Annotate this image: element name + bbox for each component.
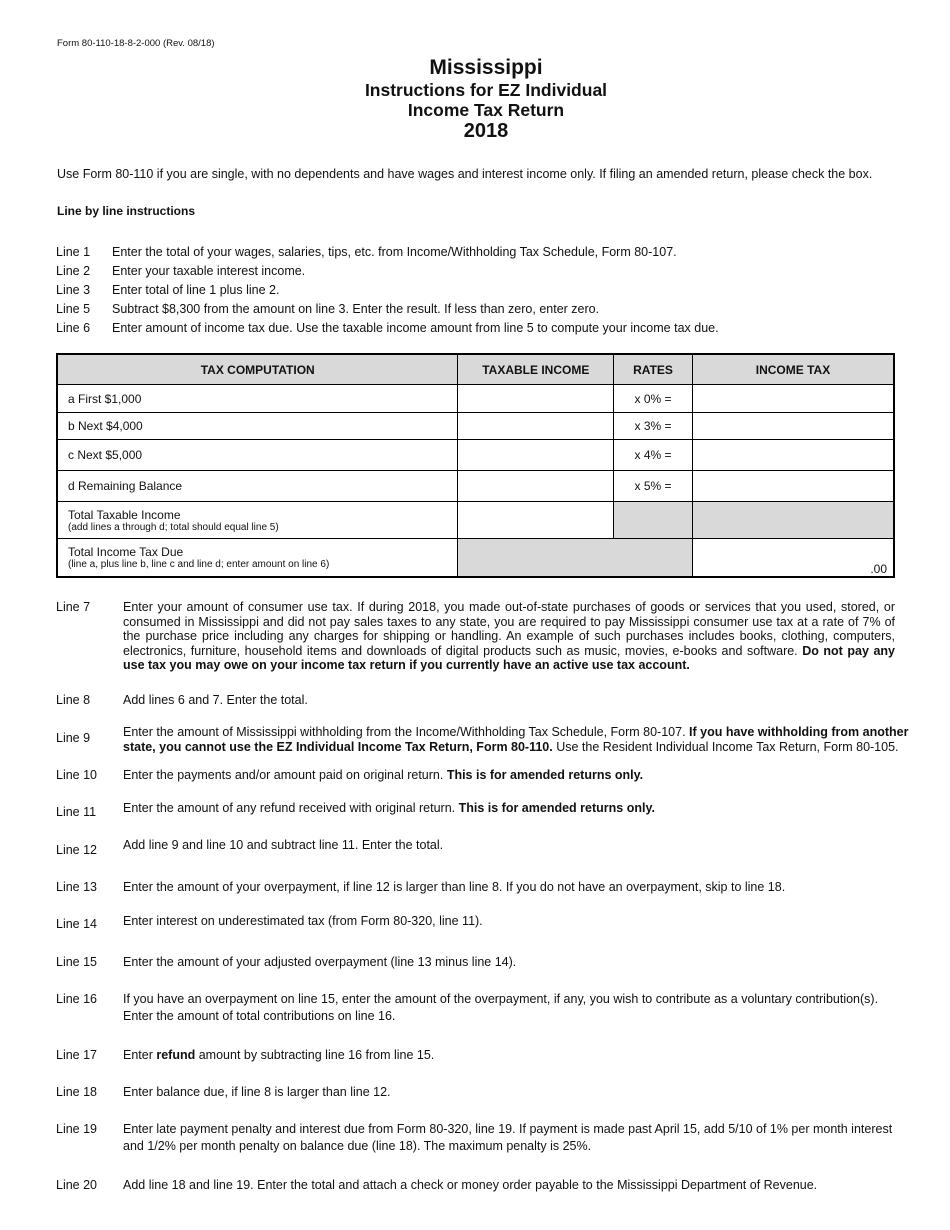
line-text: Enter amount of income tax due. Use the taxable income amount from line 5 to compute your income tax due. — [112, 321, 719, 335]
line-number: Line 12 — [56, 843, 98, 857]
line-text: Add line 9 and line 10 and subtract line 11. Enter the total. — [123, 838, 444, 852]
line-text-bold: This is for amended returns only. — [458, 801, 655, 815]
header-tax-computation: TAX COMPUTATION — [57, 354, 458, 385]
line-text: Enter the amount of your overpayment, if line 12 is larger than line 8. If you do not have an overpayment, skip to line 18. — [123, 880, 786, 894]
row-label: a First $1,000 — [57, 385, 458, 413]
line-number: Line 20 — [56, 1178, 98, 1192]
line-text — [123, 1048, 909, 1063]
line-number: Line 5 — [56, 302, 91, 316]
line-text — [123, 768, 909, 783]
header-rates: RATES — [614, 354, 693, 385]
line-text-plain: amount by subtracting line 16 from line 15. — [195, 1048, 435, 1062]
line-number: Line 14 — [56, 917, 98, 931]
line-number: Line 18 — [56, 1085, 98, 1099]
line-number: Line 17 — [56, 1048, 98, 1062]
header-income-tax: INCOME TAX — [692, 354, 894, 385]
line-text — [123, 801, 909, 816]
line-text-bold: If you have withholding from another state, you cannot use the EZ Individual Income Tax Return, Form 80-110. — [123, 725, 909, 754]
header-taxable-income: TAXABLE INCOME — [458, 354, 614, 385]
line-text-plain: Enter late payment penalty and interest due from Form 80-320, line 19. If payment is made past April 15, add 5/10 of 1% per month interest — [123, 1122, 893, 1136]
line-text: Enter interest on underestimated tax (from Form 80-320, line 11). — [123, 914, 483, 928]
line-number: Line 1 — [56, 245, 91, 259]
line-text: Enter total of line 1 plus line 2. — [112, 283, 280, 297]
line-number: Line 15 — [56, 955, 98, 969]
line-text-plain: Enter the amount of any refund received with original return. — [123, 801, 459, 815]
line-number: Line 13 — [56, 880, 98, 894]
line-text — [123, 1122, 909, 1153]
rate-cell: x 5% = — [614, 471, 693, 502]
line-text-plain: Use the Resident Individual Income Tax Return, Form 80-105. — [552, 739, 899, 754]
row-label: b Next $4,000 — [57, 413, 458, 440]
line-text — [123, 725, 909, 754]
line-number: Line 19 — [56, 1122, 98, 1136]
line-text — [123, 600, 895, 673]
line-number: Line 11 — [56, 805, 97, 819]
line-number: Line 7 — [56, 600, 91, 614]
line-text-plain: Enter the payments and/or amount paid on original return. — [123, 768, 447, 782]
line-text-plain: Enter the amount of total contributions on line 16. — [123, 1008, 396, 1023]
line-text-bold: This is for amended returns only. — [446, 768, 644, 782]
total-taxable-note: (add lines a through d; total should equal line 5) — [68, 521, 279, 533]
line-text: Enter the amount of your adjusted overpayment (line 13 minus line 14). — [123, 955, 517, 969]
rate-cell: x 0% = — [614, 385, 693, 413]
line-text-bold: refund — [156, 1048, 196, 1062]
line-text: Enter your taxable interest income. — [112, 264, 306, 278]
form-number: Form 80-110-18-8-2-000 (Rev. 08/18) — [57, 38, 215, 49]
line-text-plain: If you have an overpayment on line 15, enter the amount of the overpayment, if any, you wish to contribute as a voluntary contribution(s). — [123, 992, 879, 1006]
line-text-plain: and 1/2% per month penalty on balance due (line 18). The maximum penalty is 25%. — [123, 1138, 592, 1153]
row-label: d Remaining Balance — [57, 471, 458, 502]
line-text-plain: Enter — [123, 1048, 157, 1062]
line-number: Line 6 — [56, 321, 91, 335]
line-text-plain: Enter the amount of Mississippi withholding from the Income/Withholding Tax Schedule, Form 80-107. — [123, 725, 690, 739]
line-text-bold: Do not pay any use tax you may owe on your income tax return if you currently have an active use tax account. — [123, 643, 895, 672]
total-taxable-title: Total Taxable Income — [68, 507, 181, 522]
line-text: Enter balance due, if line 8 is larger than line 12. — [123, 1085, 391, 1099]
title-state: Mississippi — [429, 56, 543, 79]
row-label: c Next $5,000 — [57, 440, 458, 471]
intro-text: Use Form 80-110 if you are single, with no dependents and have wages and interest income only. If filing an amended return, please check the box. — [57, 167, 873, 181]
line-text: Enter the total of your wages, salaries, tips, etc. from Income/Withholding Tax Schedule, Form 80-107. — [112, 245, 677, 259]
line-text: Add lines 6 and 7. Enter the total. — [123, 693, 308, 707]
total-tax-note: (line a, plus line b, line c and line d; enter amount on line 6) — [68, 558, 330, 570]
line-text — [123, 992, 909, 1023]
section-label: Line by line instructions — [57, 204, 196, 218]
rate-cell: x 4% = — [614, 440, 693, 471]
title-line3: Income Tax Return — [407, 100, 565, 120]
line-number: Line 8 — [56, 693, 91, 707]
line-number: Line 16 — [56, 992, 98, 1006]
total-income-tax-cell[interactable]: .00 — [692, 539, 894, 577]
line-number: Line 9 — [56, 731, 91, 745]
total-tax-title: Total Income Tax Due — [68, 544, 184, 559]
line-number: Line 10 — [56, 768, 98, 782]
title-year: 2018 — [463, 120, 509, 142]
line-text: Add line 18 and line 19. Enter the total and attach a check or money order payable to the Mississippi Department of Revenue. — [123, 1178, 818, 1192]
line-number: Line 2 — [56, 264, 91, 278]
long-line-list — [56, 0, 911, 1230]
line-number: Line 3 — [56, 283, 91, 297]
line-text: Subtract $8,300 from the amount on line 3. Enter the result. If less than zero, enter zero. — [112, 302, 600, 316]
line-text-plain: Enter your amount of consumer use tax. If during 2018, you made out-of-state purchases of goods or services that you used, stored, or consumed in Mississippi and did not pay sales taxes to any state, you are required to pay Mississippi consumer use tax at a rate of 7% of the purchase price including any charges for shipping or handling. An example of such purchases includes books, clothing, computers, electronics, furniture, household items and downloads of digital products such as music, movies, e-books and software. — [123, 600, 895, 658]
rate-cell: x 3% = — [614, 413, 693, 440]
title-line2: Instructions for EZ Individual — [364, 80, 608, 100]
